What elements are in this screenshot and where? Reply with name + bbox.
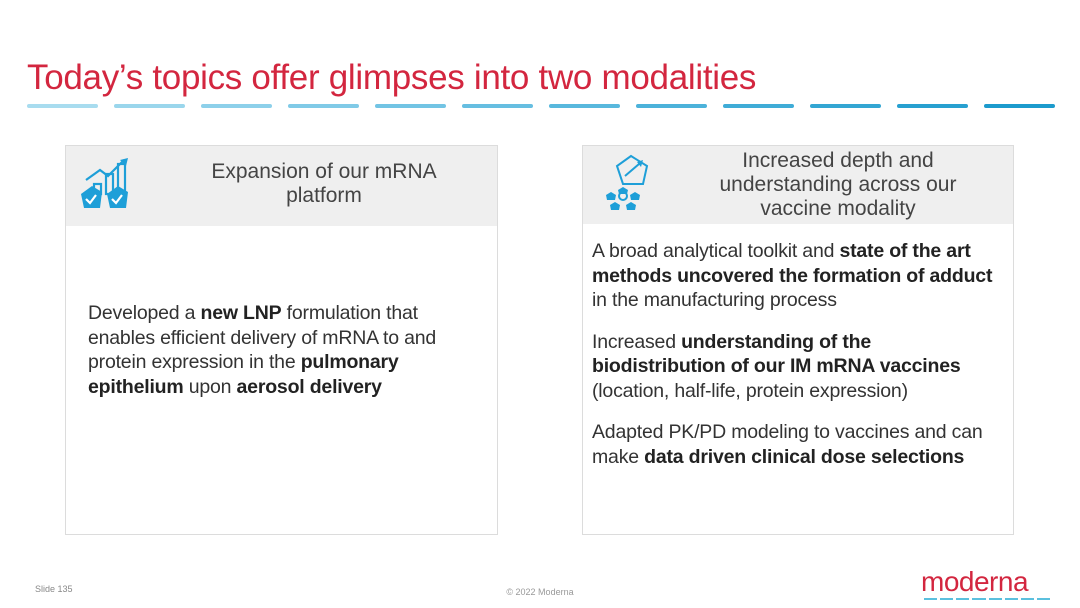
paragraph	[592, 420, 1007, 469]
title-dash-segment	[810, 104, 881, 108]
bold-text: pulmonary epithelium	[88, 351, 399, 398]
title-dash-segment	[375, 104, 446, 108]
molecule-network-icon	[601, 152, 661, 218]
title-dash-segment	[636, 104, 707, 108]
paragraph	[592, 330, 1007, 404]
bold-text: data driven clinical dose selections	[644, 445, 965, 468]
body-text-segment: Adapted PK/PD modeling to vaccines and can make	[592, 421, 983, 468]
title-dash-segment	[462, 104, 533, 108]
body-text-segment: Increased	[592, 330, 682, 353]
title-dash-segment	[723, 104, 794, 108]
moderna-logo: moderna	[921, 566, 1029, 597]
title-dash-segment	[201, 104, 272, 108]
card-header	[66, 146, 497, 226]
title-dash-segment	[114, 104, 185, 108]
card-body-text	[592, 239, 1007, 486]
paragraph	[88, 301, 448, 399]
card-heading: Expansion of our mRNA platform	[211, 160, 437, 207]
bold-text: aerosol delivery	[236, 375, 382, 398]
slide-number: Slide 135	[35, 584, 73, 594]
card-mrna-platform	[65, 145, 498, 535]
title-underline-dashes	[27, 104, 1055, 110]
growth-chart-check-icon	[78, 156, 144, 218]
card-heading: Increased depth and understanding across our vaccine modality	[719, 149, 957, 220]
body-text-segment: A broad analytical toolkit and	[592, 240, 840, 262]
paragraph	[592, 239, 1007, 313]
body-text-segment: formulation that enables efficient delivery of mRNA to and protein expression in the	[88, 302, 437, 373]
title-dash-segment	[549, 104, 620, 108]
body-text-segment: upon	[183, 375, 237, 398]
slide-title: Today’s topics offer glimpses into two modalities	[27, 58, 757, 97]
bold-text: state of the art methods uncovered the formation of adduct	[592, 240, 993, 287]
card-vaccine-modality	[582, 145, 1014, 535]
body-text-segment: in the manufacturing process	[592, 289, 837, 311]
title-dash-segment	[984, 104, 1055, 108]
card-header	[583, 146, 1013, 224]
title-dash-segment	[897, 104, 968, 108]
copyright-text: © 2022 Moderna	[506, 587, 574, 597]
logo-underline-dashes	[924, 598, 1050, 601]
body-text-segment: (location, half-life, protein expression)	[592, 379, 908, 402]
title-dash-segment	[288, 104, 359, 108]
title-dash-segment	[27, 104, 98, 108]
body-text-segment: Developed a	[88, 302, 201, 324]
card-body-text	[88, 301, 448, 416]
bold-text: understanding of the biodistribution of our IM mRNA vaccines	[592, 330, 961, 377]
bold-text: new LNP	[200, 302, 282, 324]
